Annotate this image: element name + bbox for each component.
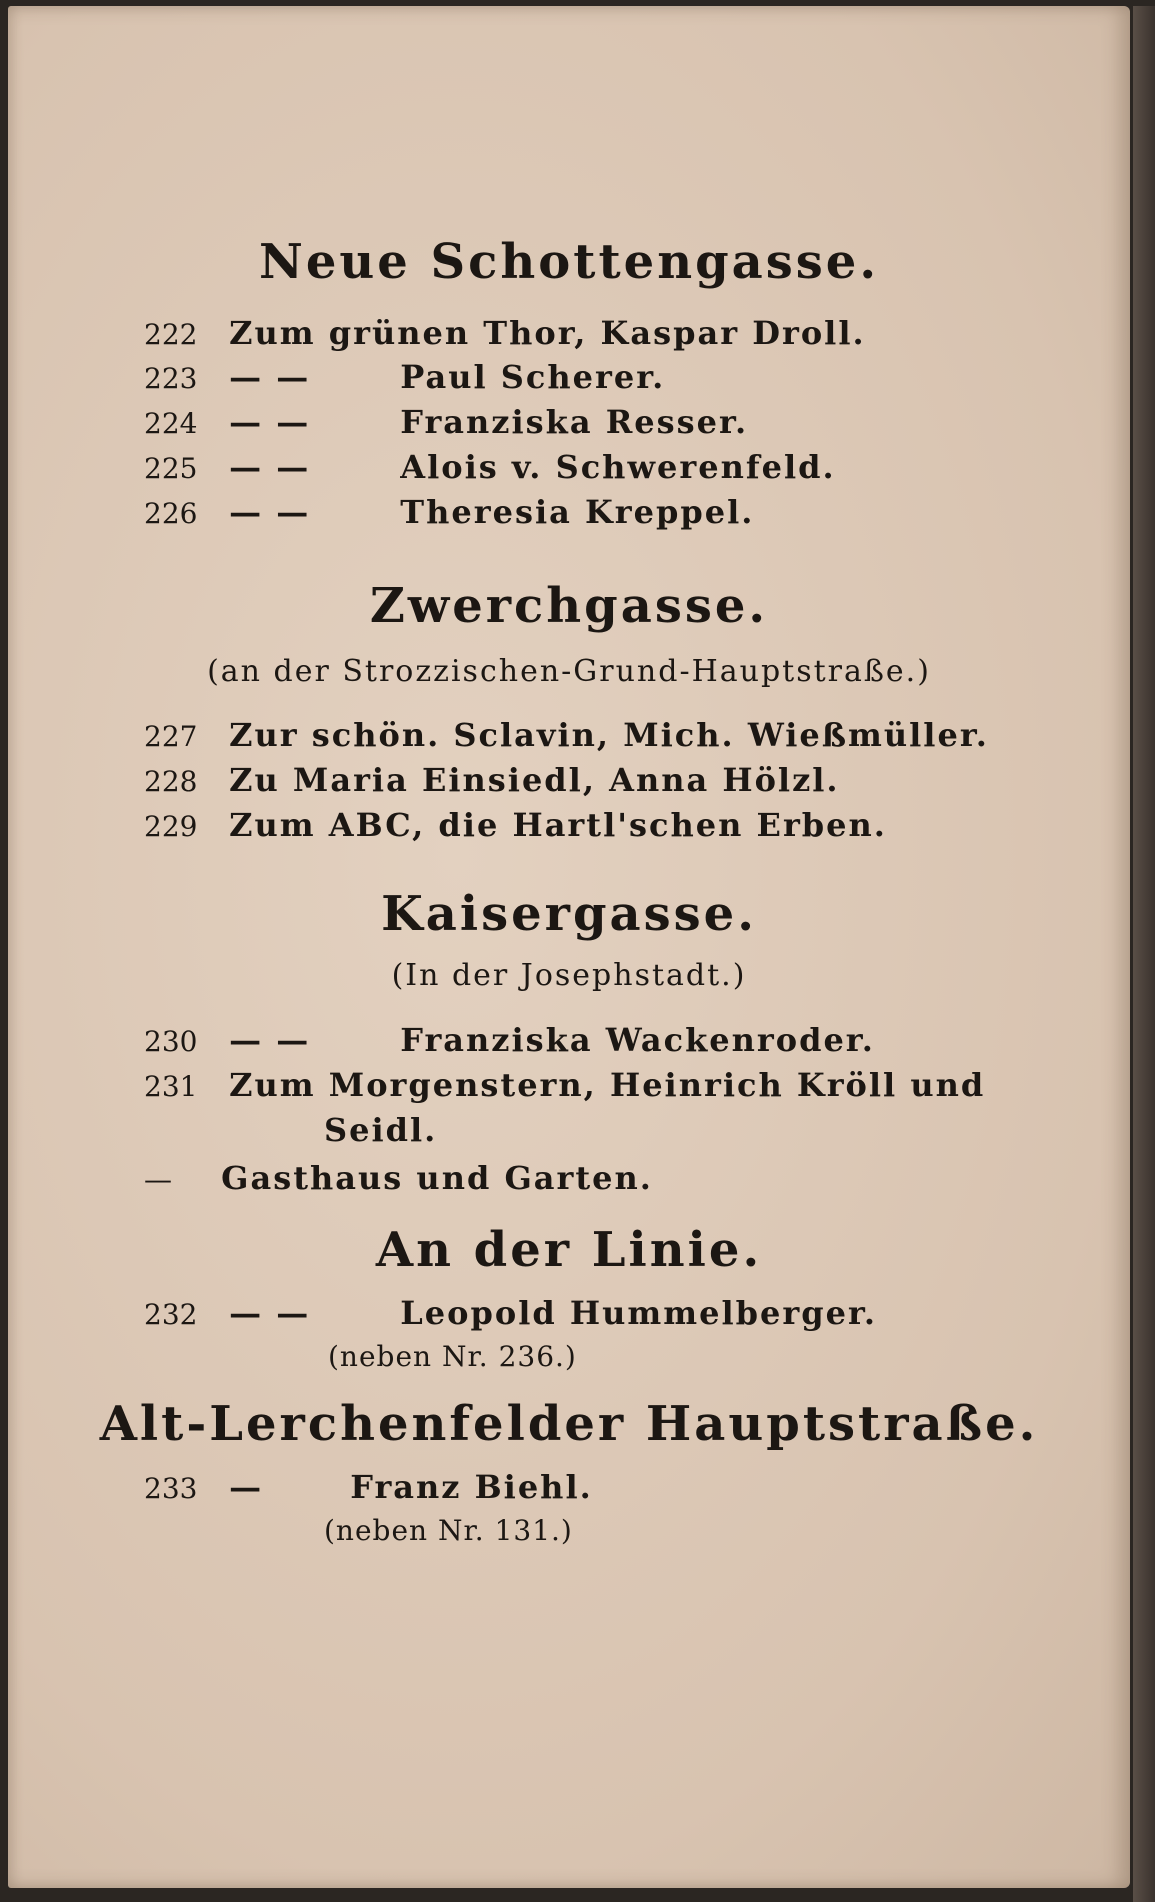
house-number: 229 xyxy=(144,810,198,843)
book-edge xyxy=(1133,6,1155,1902)
owner-name: Franziska Wackenroder. xyxy=(400,1021,875,1059)
owner-name: Theresia Kreppel. xyxy=(400,493,755,531)
house-number: 231 xyxy=(144,1070,198,1103)
owner-name-continuation: Seidl. xyxy=(324,1111,438,1149)
list-item xyxy=(144,806,887,844)
list-item xyxy=(144,716,989,754)
house-number: 230 xyxy=(144,1025,198,1058)
ditto-mark: — xyxy=(229,1468,264,1506)
owner-name: Alois v. Schwerenfeld. xyxy=(400,448,836,486)
owner-name: die Hartl'schen Erben. xyxy=(438,806,887,844)
owner-name: Gasthaus und Garten. xyxy=(221,1159,653,1197)
owner-name: Leopold Hummelberger. xyxy=(400,1294,877,1332)
ditto-mark: — — xyxy=(229,358,311,396)
list-item xyxy=(144,448,836,486)
ditto-mark: — — xyxy=(229,493,311,531)
owner-name: Mich. Wießmüller. xyxy=(623,716,989,754)
house-number: 233 xyxy=(144,1472,198,1505)
list-item xyxy=(144,1159,653,1197)
house-number: 224 xyxy=(144,407,198,440)
list-item xyxy=(144,358,665,396)
ditto-mark: — — xyxy=(229,1294,311,1332)
list-item xyxy=(144,1294,877,1332)
book-page xyxy=(8,6,1130,1888)
list-item xyxy=(144,1021,875,1059)
ditto-number: — xyxy=(144,1163,172,1196)
list-item xyxy=(144,761,840,799)
ditto-mark: — — xyxy=(229,403,311,441)
list-item xyxy=(144,493,754,531)
owner-name: Franz Biehl. xyxy=(350,1468,593,1506)
house-number: 227 xyxy=(144,720,198,753)
house-number: 223 xyxy=(144,362,198,395)
owner-name: Heinrich Kröll und xyxy=(609,1066,986,1104)
section-title-zwerchgasse: Zwerchgasse. xyxy=(369,578,769,634)
house-sign: Zu Maria Einsiedl, xyxy=(229,761,596,799)
house-number: 225 xyxy=(144,452,198,485)
ditto-mark: — — xyxy=(229,1021,311,1059)
house-sign: Zum grünen Thor, xyxy=(229,314,588,352)
house-sign: Zum Morgenstern, xyxy=(229,1066,597,1104)
owner-name: Kaspar Droll. xyxy=(600,314,866,352)
owner-name: Anna Hölzl. xyxy=(609,761,840,799)
cross-reference-note: (neben Nr. 131.) xyxy=(324,1514,573,1547)
house-sign: Zum ABC, xyxy=(229,806,426,844)
house-sign: Zur schön. Sclavin, xyxy=(229,716,611,754)
section-title-kaisergasse: Kaisergasse. xyxy=(381,886,757,942)
house-number: 226 xyxy=(144,497,198,530)
owner-name: Paul Scherer. xyxy=(400,358,666,396)
section-subtitle: (In der Josephstadt.) xyxy=(391,958,747,993)
house-number: 228 xyxy=(144,765,198,798)
list-item xyxy=(144,314,866,352)
page-content xyxy=(8,6,1130,1888)
house-number: 222 xyxy=(144,318,198,351)
house-number: 232 xyxy=(144,1298,198,1331)
section-title-alt-lerchenfelder-hauptstrasse: Alt-Lerchenfelder Hauptstraße. xyxy=(99,1396,1039,1452)
list-item xyxy=(144,403,748,441)
cross-reference-note: (neben Nr. 236.) xyxy=(328,1340,577,1373)
section-title-neue-schottengasse: Neue Schottengasse. xyxy=(258,234,880,290)
section-title-an-der-linie: An der Linie. xyxy=(375,1222,763,1278)
owner-name: Franziska Resser. xyxy=(400,403,749,441)
ditto-mark: — — xyxy=(229,448,311,486)
section-subtitle: (an der Strozzischen-Grund-Hauptstraße.) xyxy=(207,654,931,689)
list-item xyxy=(144,1468,593,1506)
list-item xyxy=(144,1066,985,1104)
